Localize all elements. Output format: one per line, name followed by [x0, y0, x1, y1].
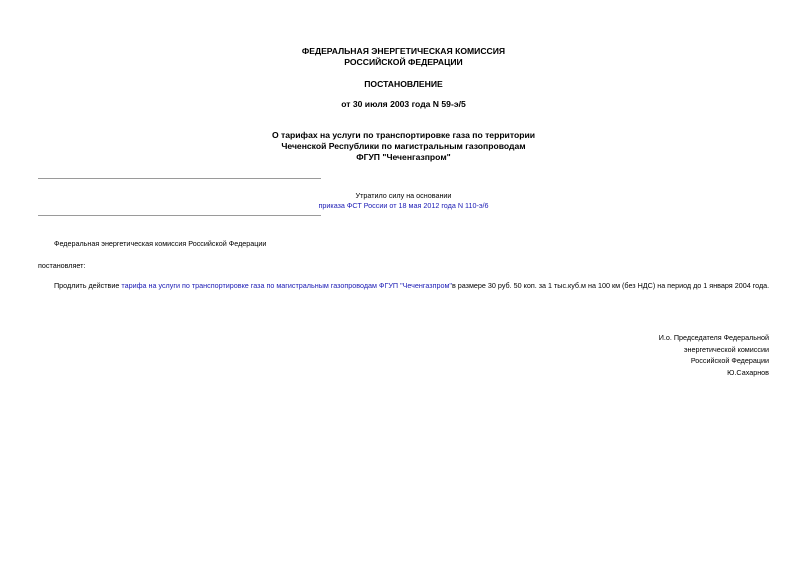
document-date: от 30 июля 2003 года N 59-э/5	[341, 99, 466, 109]
signature-line2: энергетической комиссии	[683, 344, 769, 354]
status-note-link-row	[0, 201, 807, 210]
signature-name: Ю.Сахарнов	[727, 367, 769, 377]
document-title-line2: Чеченской Республики по магистральным газопроводам	[281, 141, 526, 151]
signature-line3: Российской Федерации	[690, 356, 769, 365]
resolves-text: постановляет:	[38, 261, 86, 270]
issuer-text: Федеральная энергетическая комиссия Российской Федерации	[54, 239, 267, 248]
org-name-line1: ФЕДЕРАЛЬНАЯ ЭНЕРГЕТИЧЕСКАЯ КОМИССИЯ	[301, 46, 506, 56]
divider-bottom	[38, 215, 321, 216]
resolution-clause	[38, 280, 772, 292]
clause-prefix: Продлить действие	[54, 281, 122, 290]
signature-line1: И.о. Председателя Федеральной	[658, 333, 769, 342]
org-name-line2: РОССИЙСКОЙ ФЕДЕРАЦИИ	[344, 57, 463, 67]
document-title-line3: ФГУП "Чеченгазпром"	[356, 152, 451, 162]
divider-top	[38, 178, 321, 179]
document-title-line1: О тарифах на услуги по транспортировке газа по территории	[271, 130, 536, 140]
status-note-text: Утратило силу на основании	[355, 191, 452, 200]
document-type: ПОСТАНОВЛЕНИЕ	[364, 79, 443, 89]
tariff-link[interactable]: тарифа на услуги по транспортировке газа по магистральным газопроводам ФГУП "Чеченгазпром"	[121, 281, 452, 290]
clause-suffix: в размере 30 руб. 50 коп. за 1 тыс.куб.м на 100 км (без НДС) на период до 1 января 2004 года.	[451, 281, 770, 290]
signature-block	[659, 332, 769, 378]
repeal-order-link[interactable]: приказа ФСТ России от 18 мая 2012 года N 110-э/6	[318, 201, 489, 210]
